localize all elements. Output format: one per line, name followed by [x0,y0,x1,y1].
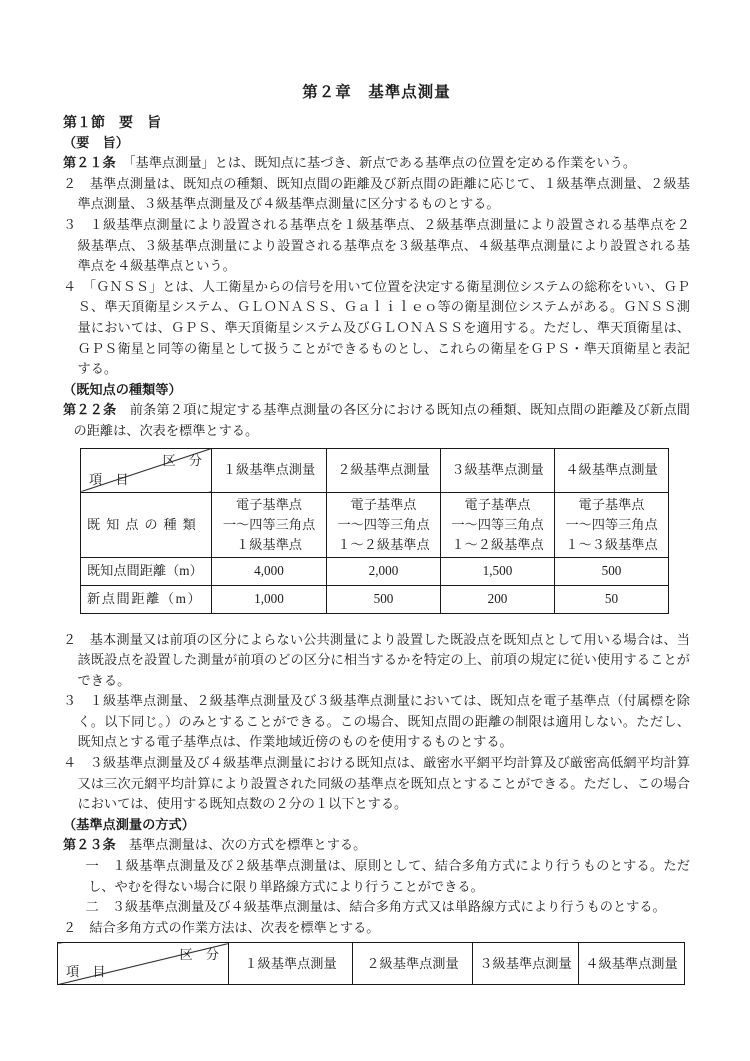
article-22-paragraph-2: ２ 基本測量又は前項の区分によらない公共測量により設置した既設点を既知点として用いる場合は、当該既設点を設置した測量が前項のどの区分に相当するかを特定の上、前項の規定に従い使用することができる。 [63,631,690,688]
article-22 [63,400,690,441]
heading-kichiten-shurui: （既知点の種類等） [63,381,182,397]
corner-label-kubun: 区 分 [179,947,219,963]
kethugou-takaku-method-table [57,942,685,985]
article-22-paragraph-3: ３ １級基準点測量、２級基準点測量及び３級基準点測量においては、既知点を電子基準点（付属標を除く。以下同じ。）のみとすることができる。この場合、既知点間の距離の制限は適用しない。ただし、既知点とする電子基準点は、作業地域近傍のものを使用するものとする。 [63,693,690,750]
article-21 [63,153,690,174]
article-21-paragraph-2: ２ 基準点測量は、既知点の種類、既知点間の距離及び新点間の距離に応じて、１級基準点測量、２級基準点測量、３級基準点測量及び４級基準点測量に区分するものとする。 [63,175,690,212]
heading-sokuryo-hoshiki: （基準点測量の方式） [63,816,195,832]
column-header: ４級基準点測量 [579,943,685,985]
species-line: １〜２級基準点 [451,536,544,552]
corner-label-kubun: 区 分 [162,452,202,468]
species-cell [212,492,327,557]
distance-cell: 2,000 [327,557,441,585]
article-21-number: 第２１条 [63,155,116,171]
column-header: ２級基準点測量 [353,943,473,985]
article-22-number: 第２２条 [63,402,117,418]
row-label-new-distance: 新点間距離（m） [81,585,212,613]
distance-cell: 500 [555,557,669,585]
corner-label-koumoku: 項 目 [66,964,106,980]
column-header: ２級基準点測量 [327,448,441,492]
species-line: 電子基準点 [350,496,417,512]
column-header: １級基準点測量 [212,448,327,492]
article-22-paragraph-4: ４ ３級基準点測量及び４級基準点測量における既知点は、厳密水平網平均計算及び厳密高低網平均計算又は三次元網平均計算により設置された同級の基準点を既知点とすることができる。ただし、この場合においては、使用する既知点数の２分の１以下とする。 [63,755,690,812]
article-21-paragraph-4: ４ 「ＧＮＳＳ」とは、人工衛星からの信号を用いて位置を決定する衛星測位システムの総称をいい、ＧＰＳ、準天頂衛星システム、ＧＬＯＮＡＳＳ、Ｇａｌｉｌｅｏ等の衛星測位システムがある。ＧＮＳＳ測量においては、ＧＰＳ、準天頂衛星システム及びＧＬＯＮＡＳＳを適用する。ただし、準天頂衛星は、ＧＰＳ衛星と同等の衛星として扱うことができるものとし、これらの衛星をＧＰＳ・準天頂衛星と表記する。 [63,278,690,377]
species-line: １〜２級基準点 [337,536,430,552]
distance-cell: 500 [327,585,441,613]
heading-youshi: （要 旨） [63,134,129,150]
distance-cell: 50 [555,585,669,613]
article-23-number: 第２３条 [63,837,116,853]
article-23-paragraph-2: ２ 結合多角方式の作業方法は、次表を標準とする。 [63,919,380,935]
column-header: ３級基準点測量 [473,943,579,985]
species-line: 電子基準点 [464,496,531,512]
article-21-paragraph-3: ３ １級基準点測量により設置される基準点を１級基準点、２級基準点測量により設置される基準点を２級基準点、３級基準点測量により設置される基準点を３級基準点、４級基準点測量により設置される基準点を４級基準点という。 [63,216,690,274]
article-23-item-2: 二 ３級基準点測量及び４級基準点測量は、結合多角方式又は単路線方式により行うものとする。 [85,899,666,915]
species-line: １級基準点 [236,536,302,552]
distance-cell: 1,500 [441,557,555,585]
table-row-known-distance [81,557,669,585]
row-label-species: 既知点の種類 [81,492,212,557]
table-header-row [81,448,669,492]
known-points-table [80,448,669,614]
species-line: 一〜四等三角点 [565,516,658,532]
species-cell [327,492,441,557]
article-23-item-1: 一 １級基準点測量及び２級基準点測量は、原則として、結合多角方式により行うものとする。ただし、やむを得ない場合に限り単路線方式により行うことができる。 [85,858,690,894]
corner-label-koumoku: 項 目 [89,471,129,487]
table-row-species [81,492,669,557]
row-label-known-distance: 既知点間距離（m） [81,557,212,585]
species-line: 一〜四等三角点 [222,516,316,532]
article-23 [63,835,690,856]
column-header: ３級基準点測量 [441,448,555,492]
distance-cell: 200 [441,585,555,613]
species-line: 一〜四等三角点 [451,516,544,532]
table-corner-cell [81,448,212,492]
article-23-body: 基準点測量は、次の方式を標準とする。 [115,837,367,853]
species-cell [555,492,669,557]
section-heading: 第１節 要 旨 [63,114,161,130]
table-row-new-distance [81,585,669,613]
column-header: ４級基準点測量 [555,448,669,492]
species-line: 一〜四等三角点 [337,516,430,532]
species-line: １〜３級基準点 [565,536,658,552]
column-header: １級基準点測量 [229,943,353,985]
table-corner-cell [58,943,229,985]
article-22-body: 前条第２項に規定する基準点測量の各区分における既知点の種類、既知点間の距離及び新点間の距離は、次表を標準とする。 [73,402,690,438]
species-line: 電子基準点 [578,496,645,512]
table-header-row [58,943,685,985]
article-21-body: 「基準点測量」とは、既知点に基づき、新点である基準点の位置を定める作業をいう。 [115,155,637,171]
distance-cell: 4,000 [212,557,327,585]
species-line: 電子基準点 [236,496,302,512]
species-cell [441,492,555,557]
chapter-title: 第２章 基準点測量 [302,84,451,101]
distance-cell: 1,000 [212,585,327,613]
